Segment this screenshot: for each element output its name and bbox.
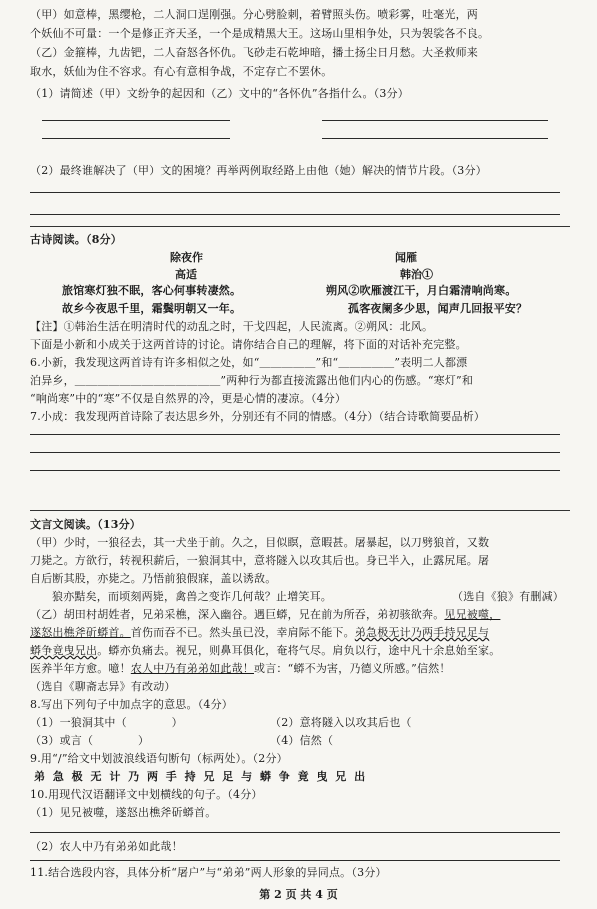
question-7: 7.小成：我发现两首诗除了表达思乡外，分别还有不同的情感。（4分）（结合诗歌简要品析） xyxy=(30,410,486,423)
classical-b-text: 或言：“蟒不为害，乃德义所感。”信然！ xyxy=(254,662,451,675)
poem1-line: 故乡今夜思千里，霜鬓明朝又一年。 xyxy=(62,302,242,315)
section-divider xyxy=(30,510,570,511)
poetry-heading: 古诗阅读。（8分） xyxy=(30,233,122,246)
classical-b-wavy: 蟒争竟曳兄出 xyxy=(30,644,98,657)
question-2: （2）最终谁解决了（甲）文的困境？再举两例取经路上由他（她）解决的情节片段。（3分） xyxy=(30,164,487,177)
answer-line[interactable] xyxy=(322,120,548,121)
classical-b-text: （乙）胡田村胡姓者，兄弟采樵，深入幽谷。遇巨蟒，兄在前为所吞，弟初骇欲奔。 xyxy=(30,608,445,621)
section-divider xyxy=(30,226,570,227)
passage-line: （乙）金箍棒，九齿钯，二人奋怒各怀仇。飞砂走石乾坤暗，播土扬尘日月愁。大圣救师来 xyxy=(30,46,478,59)
question-1: （1）请简述（甲）文纷争的起因和（乙）文中的“各怀仇”各指什么。（3分） xyxy=(30,87,409,100)
question-8-item: （2）意将隧入以攻其后也（ xyxy=(270,716,412,729)
answer-line[interactable] xyxy=(322,138,548,139)
classical-a-line: 狼亦黠矣，而顷刻两毙，禽兽之变诈几何哉？止增笑耳。 xyxy=(52,590,332,603)
question-10-item: （2）农人中乃有弟弟如此哉！ xyxy=(30,840,183,853)
classical-heading: 文言文阅读。（13分） xyxy=(30,518,142,531)
answer-line[interactable] xyxy=(30,214,560,215)
classical-b-text: 。蟒亦负痛去。视兄，则鼻耳俱化，奄将气尽。肩负以行，途中凡十余息始至家。 xyxy=(97,644,501,657)
question-6-cont: 泊异乡，＿＿＿＿＿＿＿＿＿＿＿＿＿”两种行为都直接流露出他们内心的伤感。“寒灯”和 xyxy=(30,374,474,387)
question-6: 6.小新，我发现这两首诗有许多相似之处，如“＿＿＿＿＿”和“＿＿＿＿＿”表明二人都漂 xyxy=(30,356,468,369)
question-6-cont: “响尚寒”中的“寒”不仅是自然界的冷，更是心情的凄凉。（4分） xyxy=(30,392,347,405)
poetry-note: 【注】①韩治生活在明清时代的动乱之时，干戈四起，人民流离。②朔风：北风。 xyxy=(30,320,434,333)
question-10-item: （1）见兄被噬，遂怒出樵斧斫蟒首。 xyxy=(30,806,217,819)
answer-line[interactable] xyxy=(42,120,230,121)
classical-b-line xyxy=(30,608,500,622)
poem1-author: 高适 xyxy=(175,268,197,281)
classical-b-text: 医养半年方愈。噫！ xyxy=(30,662,131,675)
page-footer: 第 2 页 共 4 页 xyxy=(259,888,338,901)
question-11: 11.结合选段内容，具体分析“屠户”与“弟弟”两人形象的异同点。（3分） xyxy=(30,866,387,879)
classical-a-source: （选自《狼》有删减） xyxy=(452,590,564,603)
answer-line[interactable] xyxy=(30,434,560,435)
question-8-item: （1）一狼洞其中（ ） xyxy=(30,716,183,729)
classical-b-wavy: 弟急极无计乃两手持兄足与 xyxy=(354,626,490,639)
question-8: 8.写出下列句子中加点字的意思。（4分） xyxy=(30,698,233,711)
poem2-line: 朔风②吹雁渡江干，月白霜清响尚寒。 xyxy=(326,284,517,297)
answer-line[interactable] xyxy=(30,192,560,193)
classical-b-source: （选自《聊斋志异》有改动） xyxy=(30,680,176,693)
classical-b-line xyxy=(30,626,489,640)
question-10: 10.用现代汉语翻译文中划横线的句子。（4分） xyxy=(30,788,263,801)
poem2-author: 韩治① xyxy=(400,268,433,281)
passage-line: 取水，妖仙为住不容求。有心有意相争战，不定存亡不罢休。 xyxy=(30,65,333,78)
passage-line: 个妖仙不可量：一个是修正齐天圣，一个是成精黑大王。这场山里相争处，只为袈裟各不良。 xyxy=(30,27,490,40)
classical-b-underlined: 农人中乃有弟弟如此哉！ xyxy=(130,662,255,675)
passage-line: （甲）如意棒，黑缨枪，二人洞口逞刚强。分心劈脸刺，着臂照头伤。喷彩雾，吐毫光，两 xyxy=(30,8,478,21)
answer-line[interactable] xyxy=(30,470,560,471)
classical-b-underlined: 见兄被噬， xyxy=(444,608,501,621)
question-8-item: （4）信然（ xyxy=(270,734,334,747)
answer-line[interactable] xyxy=(30,452,560,453)
poem2-title: 闻雁 xyxy=(395,251,417,264)
question-9-sentence: 弟 急 极 无 计 乃 两 手 持 兄 足 与 蟒 争 竟 曳 兄 出 xyxy=(34,770,368,783)
question-9: 9.用“/”给文中划波浪线语句断句（标两处）。（2分） xyxy=(30,752,288,765)
poem1-line: 旅馆寒灯独不眠，客心何事转凄然。 xyxy=(62,284,242,297)
answer-line[interactable] xyxy=(30,832,560,833)
poetry-intro: 下面是小新和小成关于这两首诗的讨论。请你结合自己的理解，将下面的对话补充完整。 xyxy=(30,338,467,351)
classical-a-line: （甲）少时，一狼径去，其一犬坐于前。久之，目似瞑，意暇甚。屠暴起，以刀劈狼首，又数 xyxy=(30,536,490,549)
question-8-item: （3）或言（ ） xyxy=(30,734,150,747)
classical-b-line xyxy=(30,662,451,676)
answer-line[interactable] xyxy=(42,138,230,139)
classical-a-line: 刀毙之。方欲行，转视积薪后，一狼洞其中，意将隧入以攻其后也。身已半入，止露尻尾。屠 xyxy=(30,554,490,567)
answer-line[interactable] xyxy=(30,860,560,861)
classical-b-underlined: 遂怒出樵斧斫蟒首。 xyxy=(30,626,131,639)
classical-b-text: 首伤而吞不已。然头虽已没，幸肩际不能下。 xyxy=(130,626,355,639)
classical-a-line: 自后断其股，亦毙之。乃悟前狼假寐，盖以诱敌。 xyxy=(30,572,277,585)
classical-b-line xyxy=(30,644,500,658)
poem2-line: 孤客夜阑多少思，闻声几回报平安？ xyxy=(348,302,528,315)
poem1-title: 除夜作 xyxy=(170,251,203,264)
